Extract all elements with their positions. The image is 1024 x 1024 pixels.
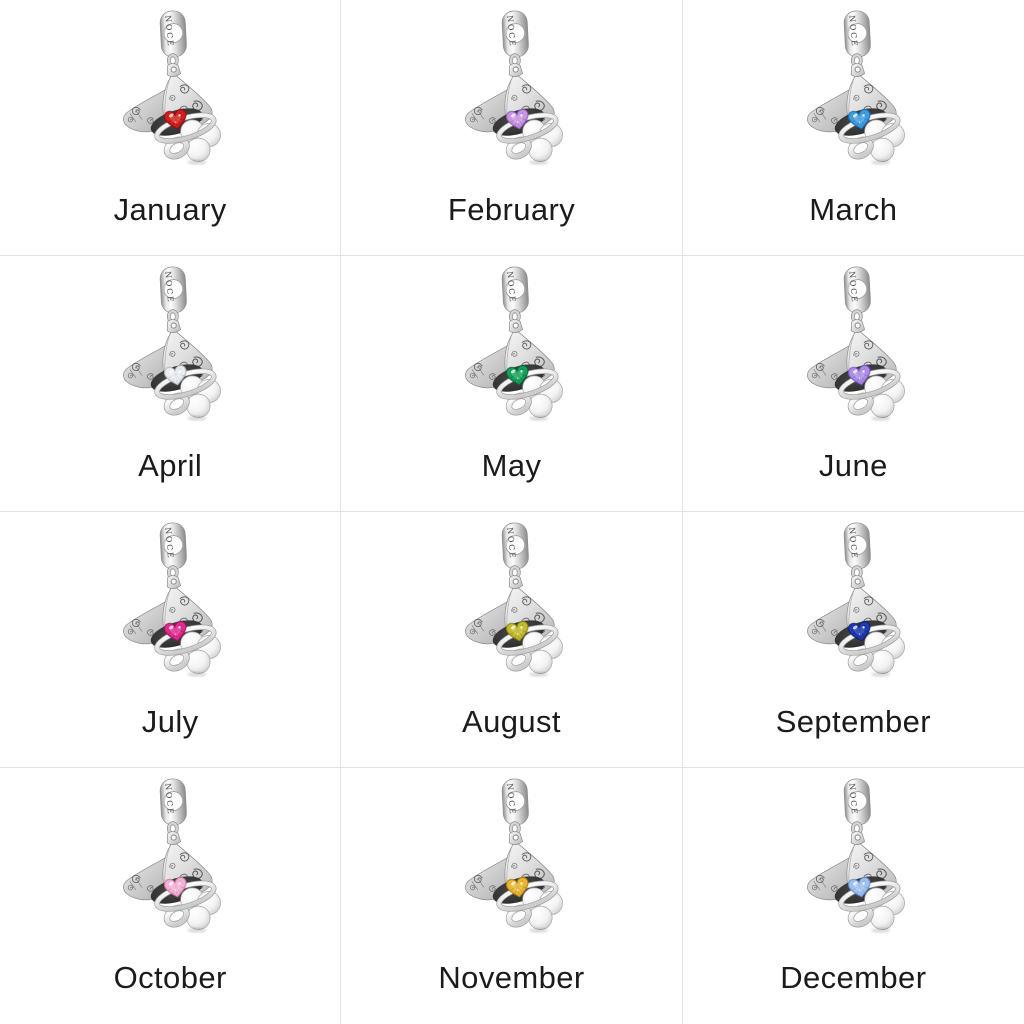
charm-cell-november [341, 768, 682, 1024]
butterfly-charm-image [767, 516, 941, 700]
butterfly-charm-image [767, 772, 941, 956]
butterfly-charm-image [767, 4, 941, 188]
month-label: March [809, 192, 898, 227]
butterfly-charm-image [83, 260, 257, 444]
month-label: September [775, 704, 931, 739]
butterfly-charm-image [425, 772, 599, 956]
month-label: June [818, 448, 888, 483]
charm-cell-december [683, 768, 1024, 1024]
charm-cell-october [0, 768, 341, 1024]
month-label: April [138, 448, 203, 483]
month-label: December [780, 960, 927, 995]
charm-cell-march [683, 0, 1024, 256]
charm-cell-july [0, 512, 341, 768]
month-label: July [141, 704, 199, 739]
butterfly-charm-image [83, 772, 257, 956]
month-label: October [113, 960, 227, 995]
butterfly-charm-image [425, 4, 599, 188]
butterfly-charm-image [425, 516, 599, 700]
charm-cell-may [341, 256, 682, 512]
butterfly-charm-image [425, 260, 599, 444]
month-label: January [113, 192, 227, 227]
month-label: August [462, 704, 561, 739]
charm-cell-june [683, 256, 1024, 512]
charm-cell-september [683, 512, 1024, 768]
charm-cell-february [341, 0, 682, 256]
month-label: November [438, 960, 585, 995]
butterfly-charm-image [83, 4, 257, 188]
charm-cell-january [0, 0, 341, 256]
butterfly-charm-image [83, 516, 257, 700]
charm-cell-april [0, 256, 341, 512]
charm-cell-august [341, 512, 682, 768]
month-label: February [447, 192, 576, 227]
month-label: May [481, 448, 542, 483]
butterfly-charm-image [767, 260, 941, 444]
